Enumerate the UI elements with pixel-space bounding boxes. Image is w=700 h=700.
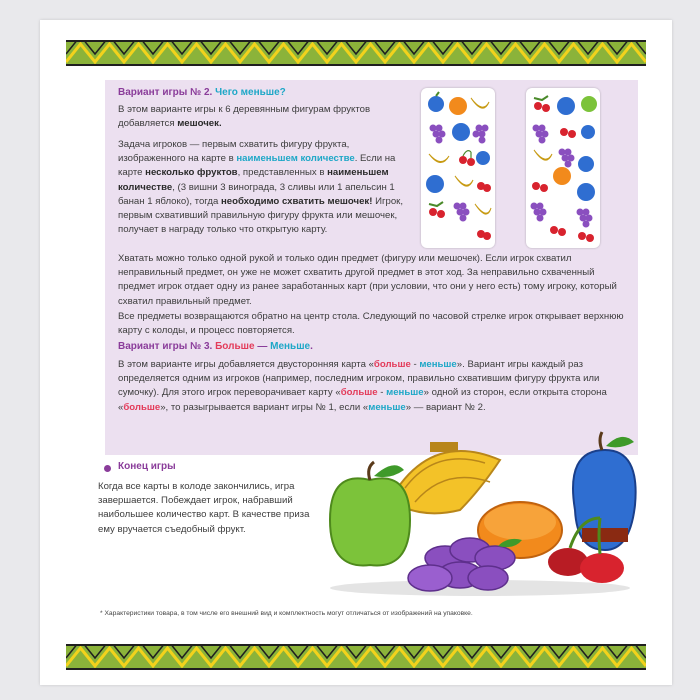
plum-icon — [428, 92, 444, 112]
variant2-return: Все предметы возвращаются обратно на центр стола. Следующий по часовой стрелке игрок открывает верхнюю карту с колоды, и процесс повторяется. — [118, 311, 624, 337]
variant3-heading: Вариант игры № 3. Больше — Меньше. — [118, 341, 313, 352]
plum-figure-icon — [573, 432, 636, 550]
variant3-text: В этом варианте игры добавляется двусторонняя карта «больше - меньше». Вариант игры каждый раз определяется одним из игроков (например, последним игроком, правильно схватившим фигуру фрукта или сумочку). Для этого игрок переворачивает карту «больше - меньше» одной из сторон, если открыта сторона «больше», то разыгрывается вариант игры № 1, если «меньше» — вариант № 2. — [118, 359, 607, 413]
apple-figure-icon — [330, 462, 410, 565]
orange-icon — [449, 97, 467, 115]
cherry-icon — [534, 96, 550, 112]
cherry-icon — [459, 151, 475, 166]
grape-icon — [531, 203, 547, 222]
banana-icon — [455, 176, 473, 186]
orange-icon — [553, 167, 571, 185]
cherry-icon — [429, 202, 445, 218]
plum-icon — [557, 97, 575, 115]
bottom-zigzag-border — [66, 644, 646, 670]
plum-icon — [578, 156, 594, 172]
booklet-page — [40, 20, 672, 685]
banana-icon — [475, 204, 491, 214]
grape-icon — [473, 125, 489, 144]
plum-icon — [577, 183, 595, 201]
game-card-left — [421, 88, 495, 248]
grape-figure-icon — [408, 538, 522, 591]
banana-icon — [429, 154, 449, 163]
cherry-icon — [477, 230, 491, 240]
top-zigzag-border — [66, 40, 646, 66]
plum-icon — [452, 123, 470, 141]
grape-icon — [559, 149, 575, 168]
variant2-task: Задача игроков — первым схватить фигуру фрукта, изображенного на карте в наименьшем количестве. Если на карте несколько фруктов, представленных в наименьшем количестве, (3 вишни 3 винограда, 3 сливы или 1 апельсин 1 банан 1 яблоко), тогда необходимо схватить мешочек! Игрок, первым схвативший правильную фигуру фрукта или мешочек, получает в награду только что открытую карту. — [118, 139, 404, 236]
cherry-icon — [532, 182, 548, 192]
variant2-heading: Вариант игры № 2. Чего меньше? — [118, 87, 286, 98]
banana-icon — [471, 98, 489, 108]
end-heading: Конец игры — [118, 461, 176, 472]
end-bullet-icon — [104, 465, 111, 472]
game-card-right — [526, 88, 600, 248]
plum-icon — [426, 175, 444, 193]
cherry-icon — [477, 182, 491, 192]
cherry-icon — [550, 226, 566, 236]
cherry-icon — [578, 232, 594, 242]
apple-icon — [581, 96, 597, 112]
plum-icon — [581, 125, 595, 139]
variant2-intro: В этом варианте игры к 6 деревянным фигурам фруктов добавляется мешочек. — [118, 104, 371, 130]
variant2-rules: Хватать можно только одной рукой и только один предмет (фигуру или мешочек). Если игрок схватил неправильный предмет, он уже не может схватить другой предмет в этот ход. За неправильно схваченный предмет игрок отдает одну из ранее заработанных карт (при условии, что они у него есть) тому игроку, который схватил правильный предмет. — [118, 253, 617, 307]
banana-icon — [534, 150, 552, 160]
grape-icon — [577, 209, 593, 228]
grape-icon — [533, 125, 549, 144]
grape-icon — [430, 125, 446, 144]
plum-icon — [476, 151, 490, 165]
grape-icon — [454, 203, 470, 222]
end-text: Когда все карты в колоде закончились, игра завершается. Побеждает игрок, набравший наибольшее количество карт. В качестве приза ему вручается съедобный фрукт. — [98, 481, 310, 535]
wooden-fruits-image — [320, 430, 640, 598]
cherry-icon — [560, 128, 576, 138]
footnote: * Характеристики товара, в том числе его внешний вид и комплектность могут отличаться от изображений на упаковке. — [100, 609, 473, 617]
